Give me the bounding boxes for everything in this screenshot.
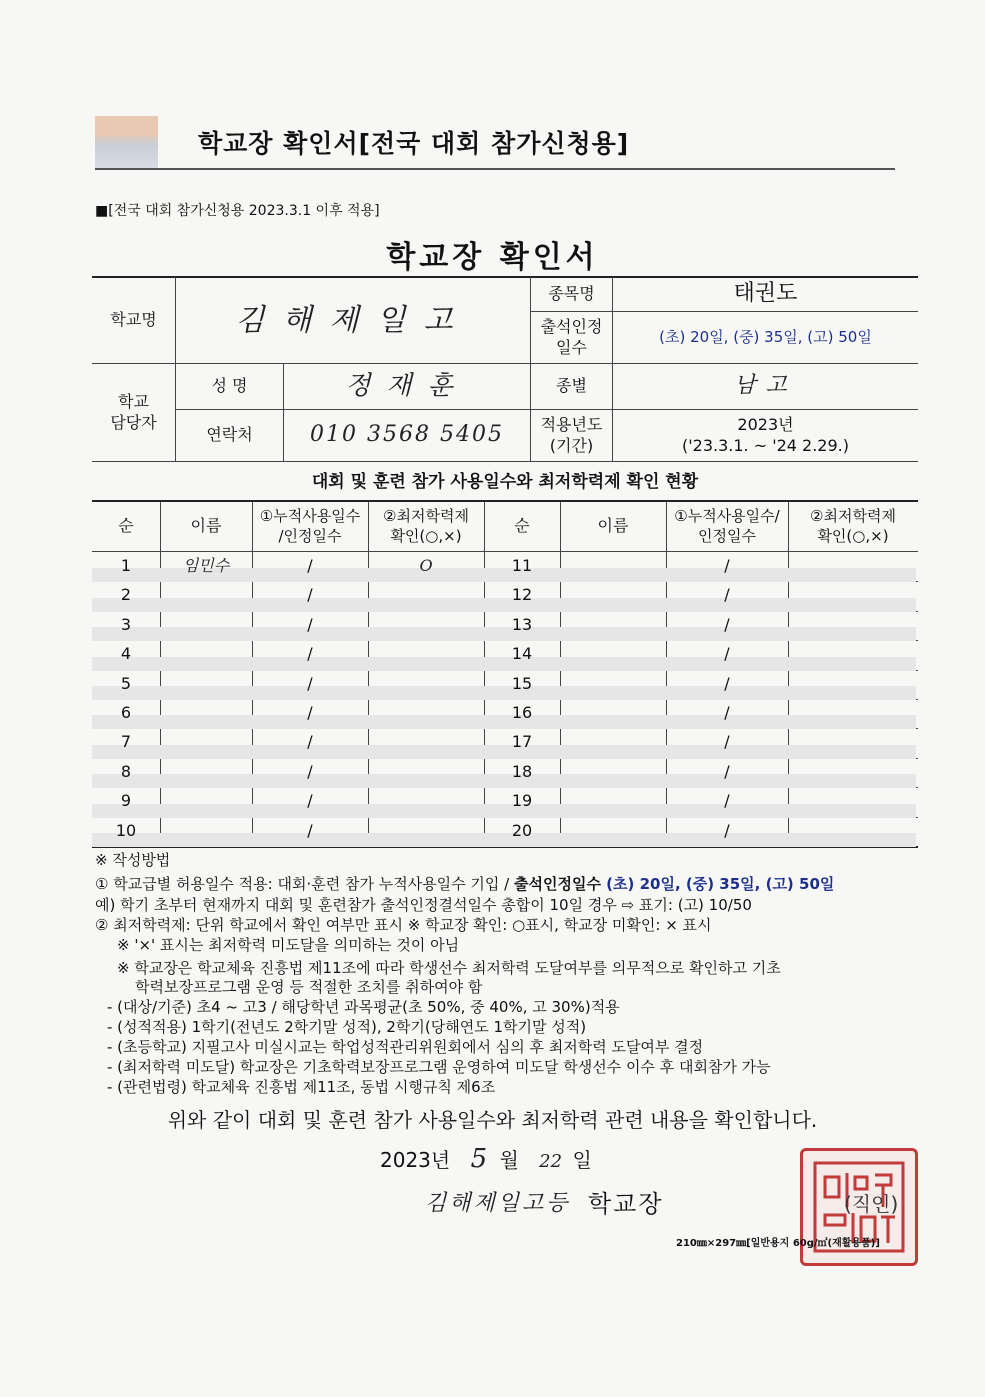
event-label: 종목명	[548, 283, 595, 303]
row-name	[160, 787, 252, 816]
row-days: /	[307, 585, 313, 605]
row-min-check	[368, 670, 484, 699]
row-number: 8	[120, 762, 132, 782]
col-header-name-left: 이름	[190, 516, 222, 536]
row-days: /	[307, 762, 313, 782]
col-header-days-right-line2: 인정일수	[698, 526, 756, 545]
year-value	[613, 410, 918, 461]
contact-value: 010 3568 5405	[310, 422, 504, 448]
attend-label-line2: 일수	[556, 337, 587, 357]
row-name: 임민수	[182, 556, 230, 576]
row-number: 5	[120, 674, 132, 694]
col-header-min-right-line1: ②최저학력제	[810, 507, 896, 525]
footer-line-9: - (초등학교) 지필고사 미실시교는 학업성적관리위원회에서 심의 후 최저학력 도달여부 결정	[107, 1038, 704, 1056]
row-name	[160, 699, 252, 728]
row-days: /	[724, 615, 730, 635]
row-min-check	[788, 670, 918, 699]
row-name	[560, 728, 666, 757]
row-min-check: O	[419, 556, 433, 576]
row-days: /	[724, 556, 730, 576]
row-days: /	[724, 703, 730, 723]
row-number: 18	[511, 762, 533, 782]
year-label-line1: 적용년도	[540, 414, 603, 434]
row-days: /	[724, 585, 730, 605]
row-min-check	[368, 611, 484, 640]
row-number: 16	[511, 703, 533, 723]
row-name	[160, 640, 252, 669]
row-min-check	[368, 787, 484, 816]
signature-date	[380, 1144, 592, 1174]
manager-label-line2: 담당자	[110, 412, 157, 432]
row-name	[560, 817, 666, 846]
col-header-days-right-line1: ①누적사용일수/	[674, 507, 780, 525]
row-min-check	[368, 581, 484, 610]
footer-line-3: ② 최저학력제: 단위 학교에서 확인 여부만 표시 ※ 학교장 확인: ○표시, 학교장 미확인: × 표시	[95, 916, 712, 934]
col-header-days-left-line2: /인정일수	[278, 526, 342, 545]
row-number: 7	[120, 732, 132, 752]
footer-line-7: - (대상/기준) 초4 ~ 고3 / 해당학년 과목평균(초 50%, 중 40%, 고 30%)적용	[107, 998, 620, 1016]
paper-spec: 210㎜×297㎜[일반용지 60g/㎡(재활용품)]	[676, 1238, 880, 1249]
attend-label-line1: 출석인정	[540, 316, 603, 336]
row-name	[560, 758, 666, 787]
confirmation-statement: 위와 같이 대회 및 훈련 참가 사용일수와 최저학력 관련 내용을 확인합니다.	[167, 1108, 818, 1132]
name-label: 성 명	[211, 376, 248, 396]
footer-line-1a: ① 학교급별 허용일수 적용: 대회·훈련 참가 누적사용일수 기입 /	[95, 875, 514, 893]
date-day-label: 일	[572, 1148, 592, 1172]
header-title: 학교장 확인서[전국 대회 참가신청용]	[198, 129, 630, 158]
document-title: 학교장 확인서	[386, 240, 599, 275]
col-header-days-left	[252, 502, 368, 551]
row-min-check	[368, 640, 484, 669]
row-name	[160, 581, 252, 610]
row-days: /	[307, 674, 313, 694]
seal-label: (직인)	[844, 1192, 899, 1216]
row-days: /	[307, 821, 313, 841]
footer-heading: ※ 작성방법	[95, 851, 171, 869]
date-year: 2023년	[380, 1148, 451, 1172]
row-min-check	[368, 817, 484, 846]
col-header-days-left-line1: ①누적사용일수	[259, 507, 361, 525]
section-title: 대회 및 훈련 참가 사용일수와 최저학력제 확인 현황	[311, 471, 699, 492]
year-value-line2: ('23.3.1. ~ '24 2.29.)	[682, 435, 849, 455]
row-number: 11	[511, 556, 533, 576]
row-name	[160, 611, 252, 640]
footer-line-1	[95, 874, 834, 894]
row-number: 20	[511, 821, 533, 841]
applicability-note: ■[전국 대회 참가신청용 2023.3.1 이후 적용]	[95, 203, 380, 219]
row-number: 13	[511, 615, 533, 635]
row-days: /	[307, 703, 313, 723]
category-label: 종별	[556, 376, 587, 396]
col-header-no-left: 순	[118, 516, 134, 536]
event-value: 태권도	[733, 280, 798, 306]
row-number: 1	[120, 556, 132, 576]
row-number: 14	[511, 644, 533, 664]
col-header-min-left	[368, 502, 484, 551]
row-name	[160, 670, 252, 699]
date-month-value: 5	[470, 1144, 488, 1174]
row-min-check	[788, 552, 918, 581]
col-header-no-right: 순	[514, 516, 530, 536]
footer-line-4: ※ '×' 표시는 최저학력 미도달을 의미하는 것이 아님	[117, 936, 460, 954]
attend-value: (초) 20일, (중) 35일, (고) 50일	[659, 327, 872, 346]
row-min-check	[788, 817, 918, 846]
row-number: 10	[115, 821, 137, 841]
row-min-check	[788, 581, 918, 610]
row-days: /	[724, 791, 730, 811]
row-min-check	[788, 699, 918, 728]
col-header-min-left-line1: ②최저학력제	[383, 507, 469, 525]
school-label: 학교명	[110, 309, 157, 329]
footer-line-8: - (성적적용) 1학기(전년도 2학기말 성적), 2학기(당해연도 1학기말 성적)	[107, 1018, 587, 1036]
row-name	[560, 640, 666, 669]
name-value: 정재훈	[345, 370, 469, 401]
header-color-bar	[95, 116, 158, 168]
row-name	[560, 552, 666, 581]
signer-school: 김해제일고등	[425, 1191, 571, 1216]
row-days: /	[307, 556, 313, 576]
row-number: 12	[511, 585, 533, 605]
row-number: 17	[511, 732, 533, 752]
col-header-days-right	[666, 502, 788, 551]
row-days: /	[307, 644, 313, 664]
row-name	[160, 728, 252, 757]
row-name	[560, 787, 666, 816]
col-header-min-right	[788, 502, 918, 551]
category-value: 남고	[734, 373, 797, 399]
row-min-check	[368, 758, 484, 787]
row-days: /	[724, 762, 730, 782]
row-number: 6	[120, 703, 132, 723]
manager-label	[92, 364, 175, 461]
date-month-label: 월	[499, 1148, 519, 1172]
row-number: 9	[120, 791, 132, 811]
footer-line-5: ※ 학교장은 학교체육 진흥법 제11조에 따라 학생선수 최저학력 도달여부를 의무적으로 확인하고 기초	[117, 959, 781, 977]
row-name	[160, 817, 252, 846]
row-min-check	[788, 758, 918, 787]
row-min-check	[368, 699, 484, 728]
row-number: 2	[120, 585, 132, 605]
year-value-line1: 2023년	[737, 414, 794, 434]
row-number: 15	[511, 674, 533, 694]
row-number: 4	[120, 644, 132, 664]
header-divider	[95, 168, 895, 170]
row-days: /	[307, 791, 313, 811]
info-line	[92, 461, 918, 462]
footer-line-6: 학력보장프로그램 운영 등 적절한 조치를 취하여야 함	[135, 978, 483, 996]
row-number: 19	[511, 791, 533, 811]
row-days: /	[307, 732, 313, 752]
row-name	[560, 699, 666, 728]
row-min-check	[788, 787, 918, 816]
footer-line-11: - (관련법령) 학교체육 진흥법 제11조, 동법 시행규칙 제6조	[107, 1078, 496, 1096]
row-min-check	[788, 611, 918, 640]
footer-line-1b: 출석인정일수	[514, 875, 607, 893]
row-min-check	[368, 728, 484, 757]
col-header-min-left-line2: 확인(○,×)	[390, 526, 462, 545]
row-number: 3	[120, 615, 132, 635]
row-name	[560, 670, 666, 699]
date-day-value: 22	[539, 1151, 563, 1172]
year-label	[531, 410, 612, 461]
row-days: /	[307, 615, 313, 635]
footer-line-10: - (최저학력 미도달) 학교장은 기초학력보장프로그램 운영하여 미도달 학생선수 이수 후 대회참가 가능	[107, 1058, 771, 1076]
col-header-min-right-line2: 확인(○,×)	[817, 526, 889, 545]
row-days: /	[724, 821, 730, 841]
signer-title: 학교장	[588, 1190, 664, 1218]
row-days: /	[724, 674, 730, 694]
row-days: /	[724, 644, 730, 664]
contact-label: 연락처	[206, 425, 253, 445]
row-name	[560, 581, 666, 610]
school-value: 김해제일고	[235, 302, 471, 338]
row-name	[560, 611, 666, 640]
row-name	[160, 758, 252, 787]
footer-line-2: 예) 학기 초부터 현재까지 대회 및 훈련참가 출석인정결석일수 총합이 10일 경우 ⇨ 표기: (고) 10/50	[95, 896, 752, 914]
footer-line-1c: (초) 20일, (중) 35일, (고) 50일	[606, 875, 835, 893]
row-min-check	[788, 640, 918, 669]
attend-label	[531, 312, 612, 363]
row-min-check	[788, 728, 918, 757]
col-header-name-right: 이름	[597, 516, 629, 536]
manager-label-line1: 학교	[118, 391, 149, 411]
row-days: /	[724, 732, 730, 752]
year-label-line2: (기간)	[549, 435, 594, 455]
